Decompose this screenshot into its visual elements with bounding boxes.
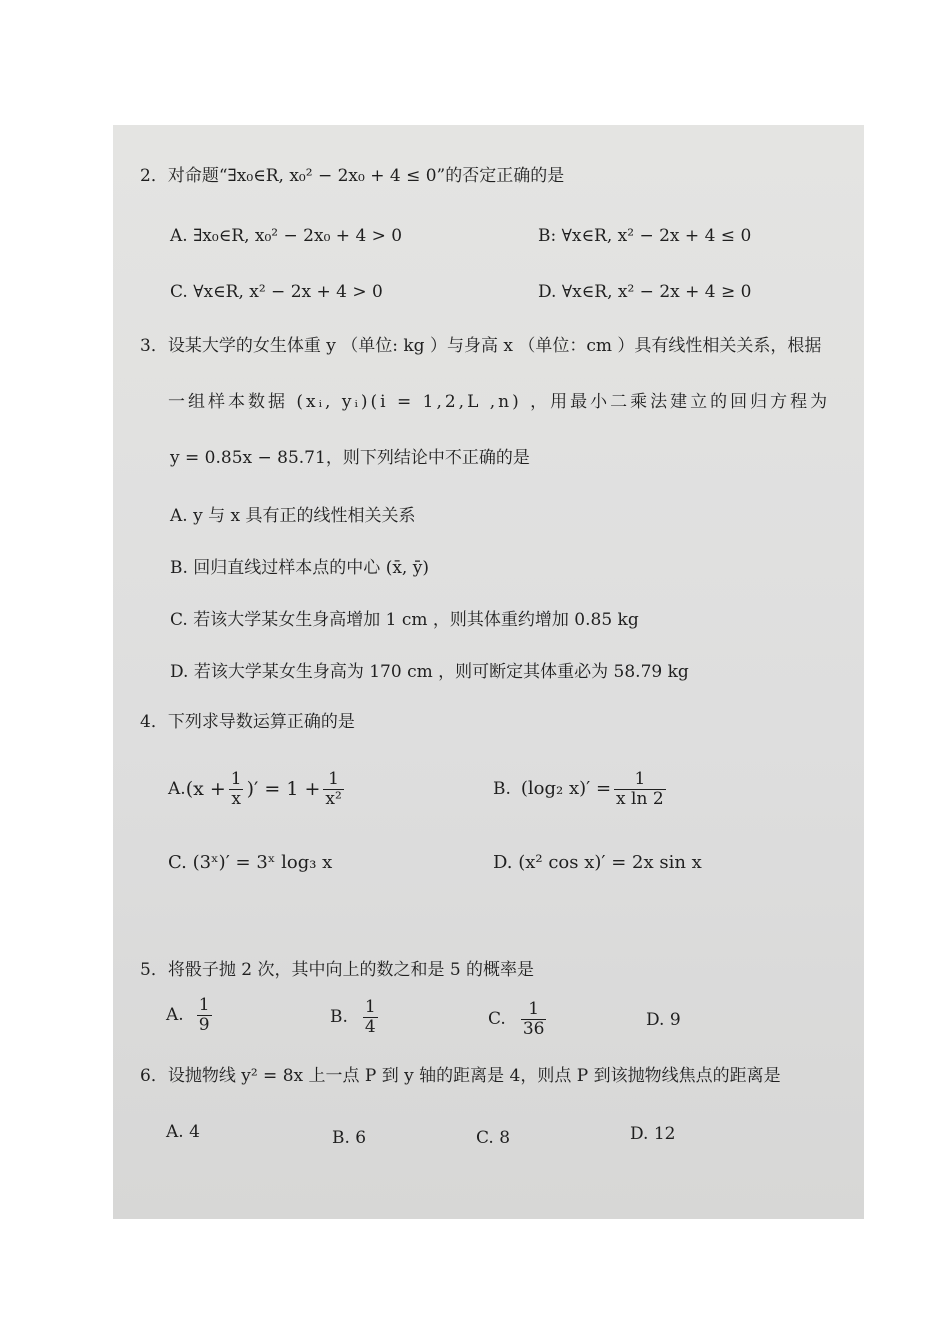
q4-stem: 4．下列求导数运算正确的是: [140, 712, 355, 732]
q3-stem-line3: y = 0.85x − 85.71，则下列结论中不正确的是: [170, 448, 530, 468]
q4-a-lhs-open: (x +: [185, 777, 226, 800]
q4-option-d: D. (x² cos x)′ = 2x sin x: [493, 852, 702, 873]
q2-option-d: D. ∀x∈R, x² − 2x + 4 ≥ 0: [538, 282, 752, 302]
q5-option-a: [166, 996, 215, 1034]
q5-a-label: A.: [166, 1004, 184, 1025]
q2-option-a: A. ∃x₀∈R, x₀² − 2x₀ + 4 > 0: [170, 226, 403, 246]
q2-stem: 2．对命题“∃x₀∈R, x₀² − 2x₀ + 4 ≤ 0”的否定正确的是: [140, 166, 565, 186]
q3-option-b: B. 回归直线过样本点的中心 (x̄, ȳ): [170, 558, 429, 578]
q4-b-label: B.: [493, 778, 511, 799]
q5-stem: 5．将骰子抛 2 次，其中向上的数之和是 5 的概率是: [140, 960, 535, 980]
q6-option-a: A. 4: [166, 1122, 200, 1142]
q4-option-c: C. (3ˣ)′ = 3ˣ log₃ x: [168, 852, 333, 873]
q5-b-denominator: 4: [364, 1016, 376, 1037]
q6-option-d: D. 12: [630, 1124, 676, 1144]
q5-c-fraction: [521, 1000, 547, 1038]
q5-c-denominator: 36: [522, 1018, 545, 1039]
q4-b-fraction: [614, 770, 666, 808]
q5-a-numerator: 1: [198, 995, 210, 1015]
q4-a-rhs-denominator: x²: [325, 788, 342, 809]
q5-b-fraction: [363, 998, 378, 1036]
q4-a-lhs-fraction: [229, 770, 244, 808]
q4-option-a: [168, 770, 347, 808]
q3-stem-line1: 3．设某大学的女生体重 y （单位: kg ）与身高 x （单位：cm ）具有线性相关关系，根据: [140, 336, 822, 356]
q3-stem-line2: 一组样本数据 (xᵢ, yᵢ)(i = 1,2,L ,n) ，用最小二乘法建立的回归方程为: [168, 392, 831, 412]
q2-option-c: C. ∀x∈R, x² − 2x + 4 > 0: [170, 282, 383, 302]
q6-option-b: B. 6: [332, 1128, 367, 1148]
q4-a-lhs-denominator: x: [231, 788, 241, 809]
q4-b-numerator: 1: [634, 769, 646, 789]
q4-a-label: A.: [168, 778, 186, 799]
q5-c-label: C.: [488, 1008, 506, 1029]
q4-a-lhs-close: )′ = 1 +: [246, 777, 321, 800]
q5-option-d: D. 9: [646, 1010, 681, 1030]
q4-b-denominator: x ln 2: [616, 788, 664, 809]
q2-option-b: B: ∀x∈R, x² − 2x + 4 ≤ 0: [538, 226, 752, 246]
q3-option-d: D. 若该大学某女生身高为 170 cm ，则可断定其体重必为 58.79 kg: [170, 662, 689, 682]
q3-option-a: A. y 与 x 具有正的线性相关关系: [170, 506, 416, 526]
q5-b-numerator: 1: [364, 997, 376, 1017]
q4-b-lhs: (log₂ x)′ =: [520, 778, 612, 800]
q5-option-c: [488, 1000, 549, 1038]
q5-b-label: B.: [330, 1006, 348, 1027]
q5-a-fraction: [197, 996, 212, 1034]
q4-a-lhs-numerator: 1: [230, 769, 242, 789]
q5-c-numerator: 1: [528, 999, 540, 1019]
q4-a-rhs-fraction: [323, 770, 343, 808]
q4-a-rhs-numerator: 1: [328, 769, 339, 789]
q3-option-c: C. 若该大学某女生身高增加 1 cm ，则其体重约增加 0.85 kg: [170, 610, 639, 630]
q4-option-b: [493, 770, 669, 808]
q5-a-denominator: 9: [198, 1014, 210, 1035]
q6-option-c: C. 8: [476, 1128, 511, 1148]
q5-option-b: [330, 998, 381, 1036]
q6-stem: 6．设抛物线 y² = 8x 上一点 P 到 y 轴的距离是 4，则点 P 到该抛物线焦点的距离是: [140, 1066, 781, 1086]
